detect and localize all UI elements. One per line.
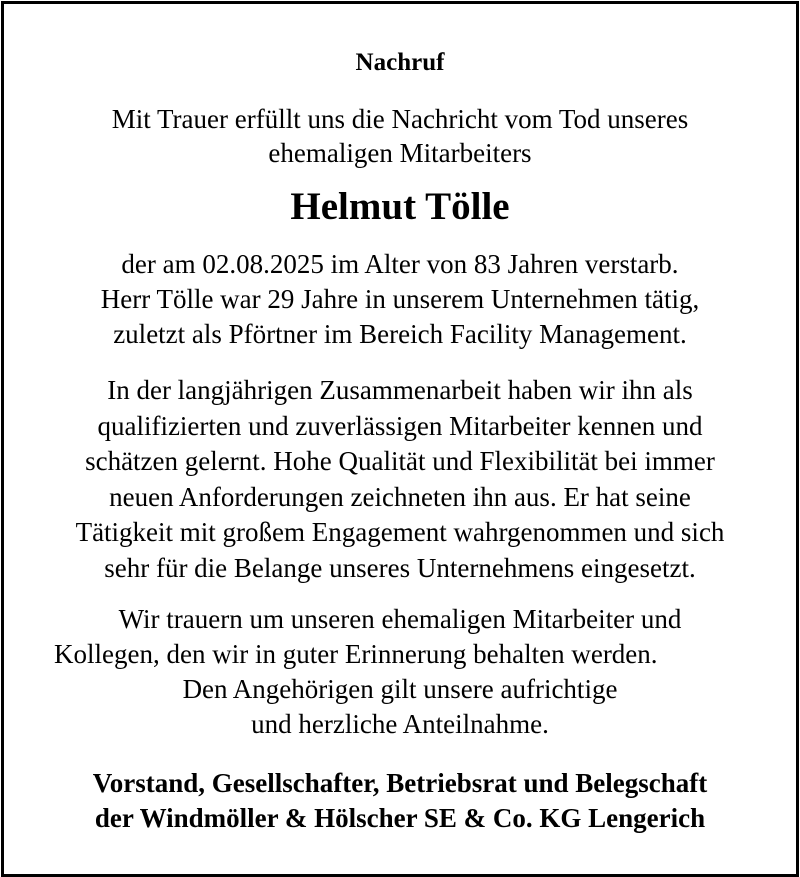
deceased-name: Helmut Tölle (290, 185, 510, 228)
signature-block (4, 766, 796, 836)
detail-line: der am 02.08.2025 im Alter von 83 Jahren verstarb. (121, 249, 679, 279)
mourning-line: und herzliche Anteilnahme. (251, 709, 549, 739)
intro-paragraph (4, 102, 796, 170)
tribute-line: sehr für die Belange unseres Unternehmens eingesetzt. (104, 552, 696, 583)
signature-line: Vorstand, Gesellschafter, Betriebsrat und Belegschaft (92, 768, 708, 798)
tribute-line: qualifizierten und zuverlässigen Mitarbeiter kennen und (97, 410, 703, 441)
details-paragraph (4, 247, 796, 352)
detail-line: zuletzt als Pförtner im Bereich Facility Management. (113, 319, 687, 349)
mourning-line: Wir trauern um unseren ehemaligen Mitarbeiter und (118, 604, 682, 634)
intro-line: Mit Trauer erfüllt uns die Nachricht vom Tod unseres (111, 104, 689, 134)
signature-line: der Windmöller & Hölscher SE & Co. KG Lengerich (94, 803, 706, 833)
tribute-line: schätzen gelernt. Hohe Qualität und Flexibilität bei immer (85, 446, 715, 476)
obituary-heading: Nachruf (355, 49, 445, 76)
tribute-paragraph (4, 373, 796, 586)
tribute-line: In der langjährigen Zusammenarbeit haben wir ihn als (107, 375, 693, 405)
mourning-paragraph (4, 602, 796, 742)
obituary-content (4, 4, 796, 874)
intro-line: ehemaligen Mitarbeiters (268, 138, 532, 168)
tribute-line: neuen Anforderungen zeichneten ihn aus. Er hat seine (109, 481, 691, 512)
detail-line: Herr Tölle war 29 Jahre in unserem Unternehmen tätig, (100, 284, 700, 314)
mourning-line: Kollegen, den wir in guter Erinnerung behalten werden. (54, 639, 658, 669)
mourning-line: Den Angehörigen gilt unsere aufrichtige (182, 674, 618, 704)
tribute-line: Tätigkeit mit großem Engagement wahrgenommen und sich (75, 517, 725, 547)
obituary-frame (1, 1, 799, 877)
